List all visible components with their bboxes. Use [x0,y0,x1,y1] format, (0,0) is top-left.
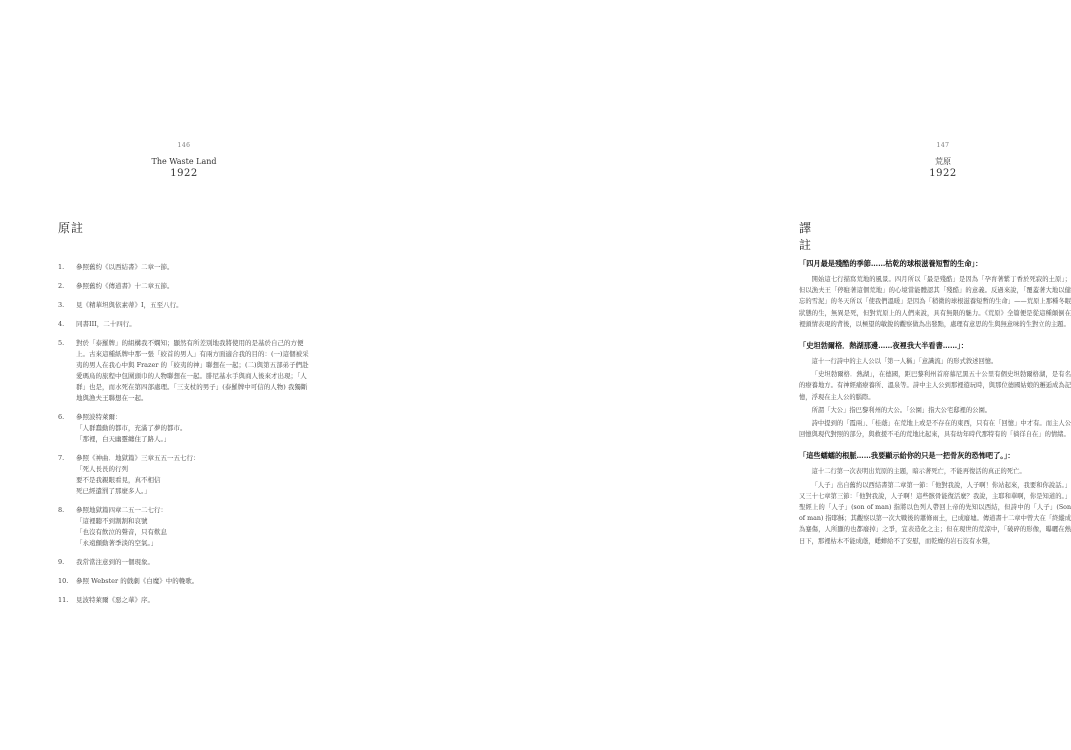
right-header-year: 1922 [929,168,957,179]
note-line: 「人群蠢動的都市，充滿了夢的都市。 [76,424,187,432]
annotation-paragraph: 所謂「大公」指巴黎利州的大公。「公園」指大公宅邸裡的公園。 [811,406,992,414]
annotation-paragraph: 「人子」出自舊約以西結書第二章第一節：「他對我說，人子啊！你站起來，我要和你說話。」又三十七章第三節：「他對我說，人子啊！這些骸骨能復活麼？我說，主耶和華啊，你是知道的。」聖經上的「人子」(son of man) 指將以色列人帶回上帝的先知以西結，但詩中的「人子」(Son of man) 指耶穌；其觀察以第一次大戰後的蕭條雨土，已成廢墟。傳道書十二章中曾大在「終縱成為蹇傷，人所顯的也都廢掉」之爭，宜表造化之主；但在現世的荒涼中，「破碎的形像，曝曬在熱日下，那裡枯木不能成蔭，蟋蟀給不了安慰，而乾燥的岩石沒有水聲， [799,481,1071,545]
note-number: 9. [58,558,65,566]
note-line: 對於「泰羅牌」的組構我不嫻知；顯然有所差別地我將使用的是基於自己的方便上。古來這種紙牌中那一張「絞首的男人」有兩方面適合我的目的：(一)這個被采夷的男人在我心中與 Frazer 的「絞夷的神」聯想在一起；(二)與第五部弟子們赴愛瑪烏的旅程中包圍頭巾的人物聯想在一起。腓尼基水手與商人後來才出現；「人群」也是，而水死在第四部處理。「三支杖的男子」(泰羅牌中可信的人物) 我獨斷地與漁夫王聯想在一起。 [76,339,309,402]
note-text [76,595,312,606]
note-item [58,576,312,587]
note-number: 1. [58,263,65,271]
note-line: 「這裡聽不到割割和哀號 [76,517,148,525]
note-number: 3. [58,301,65,309]
note-number: 5. [58,339,65,347]
right-section-title: 譯註 [799,221,813,252]
note-line: 參照舊約《以西結書》二章一節。 [76,263,174,271]
left-page-number: 146 [177,142,191,149]
annotation-heading: 「四月最是殘酷的季節……枯乾的球根滋養短暫的生命」： [799,259,983,268]
note-line: 參照 Webster 的戲劇《白魔》中的輓歌。 [76,577,199,585]
right-header-title: 荒原 [935,157,951,166]
note-line: 「也沒有飲泣的聲音，只有歎息 [76,528,167,536]
note-number: 4. [58,320,65,328]
note-line: 「永遠顫動著季淡的空氣。」 [76,539,158,547]
note-item [58,338,312,404]
note-line: 我常當注意到的一個現象。 [76,558,154,566]
note-text [76,576,312,587]
note-item [58,262,312,273]
note-item [58,281,312,292]
translator-notes-body [799,258,1071,557]
note-line: 參照地獄篇四章二五一二七行： [76,506,167,514]
note-number: 7. [58,454,65,462]
original-notes-list [58,262,312,614]
note-line: 參照《神曲．地獄篇》三章五五一五七行： [76,454,200,462]
right-page-number: 147 [936,142,950,149]
note-item [58,319,312,330]
note-item [58,557,312,568]
note-line: 死已經遣罰了那麼多人。」 [76,487,151,495]
note-number: 11. [58,596,69,604]
note-text [76,505,312,549]
note-line: 參照波特萊爾： [76,413,122,421]
annotation-paragraph: 這十一行詩中的主人公以「第一人稱」「意識流」的形式敘述回憶。 [811,358,998,366]
left-page [0,0,375,750]
note-line: 同書III，二十四行。 [76,320,136,328]
note-text [76,453,312,497]
note-item [58,595,312,606]
right-running-header [883,142,1003,180]
annotation-paragraph: 這十二行第一次表明出荒原的主題，暗示著死亡，不能再復活的真正的死亡。 [811,468,1026,476]
annotation-paragraph: 開始這七行描寫荒地的風景。四月所以「最是殘酷」是因為「孕育著紫丁香於死寂的土原」；但以漁夫王「停駐著這個荒地」的心境當能體認其「殘酷」的意義。反過來說，「覆蓋著大地以健忘的雪泥」的冬天所以「使我們溫暖」是因為「稍微的球根滋養短暫的生命」——荒原上那種冬眠狀態的生，無異是死，但對荒原上的人們來說，具有無限的魅力。《荒原》全篇便是從這種顛倒在裡頭情表現的背後，以極望的敏銳的觀察做為出發點，處理有意思的生與無意味的生對立的主題。 [799,276,1071,328]
note-number: 8. [58,506,65,514]
note-text [76,319,312,330]
left-running-header [124,142,244,180]
right-page [375,0,1071,750]
note-text [76,412,312,445]
note-line: 「那裡，白天幽靈纏住了路人。」 [76,435,171,443]
left-section-title: 原註 [58,221,85,235]
note-number: 6. [58,413,65,421]
note-text [76,300,312,311]
note-line: 見波特萊爾《惡之華》序。 [76,596,154,604]
annotation-block [799,450,1071,546]
note-line: 「死人長長的行列 [76,465,128,473]
note-text [76,338,312,404]
note-text [76,557,312,568]
annotation-block [799,258,1071,330]
note-text [76,262,312,273]
annotation-heading: 「史坦勃爾格．熱湖那邊……夜裡我大半看書……」： [799,341,968,351]
note-item [58,300,312,311]
left-header-title: The Waste Land [151,157,217,166]
annotation-paragraph: 「史坦勃爾格．熱湖」，在德國，距巴黎利州首府慕尼黑五十公里有個史坦勃爾格湖，是有名的療養地方。有神經痛療養所、溫泉等。詩中主人公到那裡遊玩時，與那位德國姑娘的邂逅成為記憶，浮現在主人公的腦際。 [799,371,1071,401]
note-line: 見《精華坦與依素蒂》I，五至八行。 [76,301,183,309]
note-line: 要不是我親眼看見，真不相信 [76,476,161,484]
annotation-block [799,340,1071,440]
annotation-paragraph: 詩中提到的「霞兩」、「桂蔭」在荒地上或是不存在的東西，只有在「回憶」中才有。而主人公回憶與現代對照的部分，與救援不毛的荒地比起來，具有幼年時代那特有的「徜徉自在」的情緒。 [799,420,1071,439]
note-item [58,412,312,445]
note-number: 10. [58,577,69,585]
note-item [58,505,312,549]
note-item [58,453,312,497]
note-line: 參照舊約《傳道書》十二章五節。 [76,282,174,290]
left-header-year: 1922 [170,168,198,179]
note-text [76,281,312,292]
annotation-heading: 「這些蠕蠕的根脈……我要顯示給你的只是一把骨灰的恐怖吧了。」： [799,451,1015,461]
note-number: 2. [58,282,65,290]
